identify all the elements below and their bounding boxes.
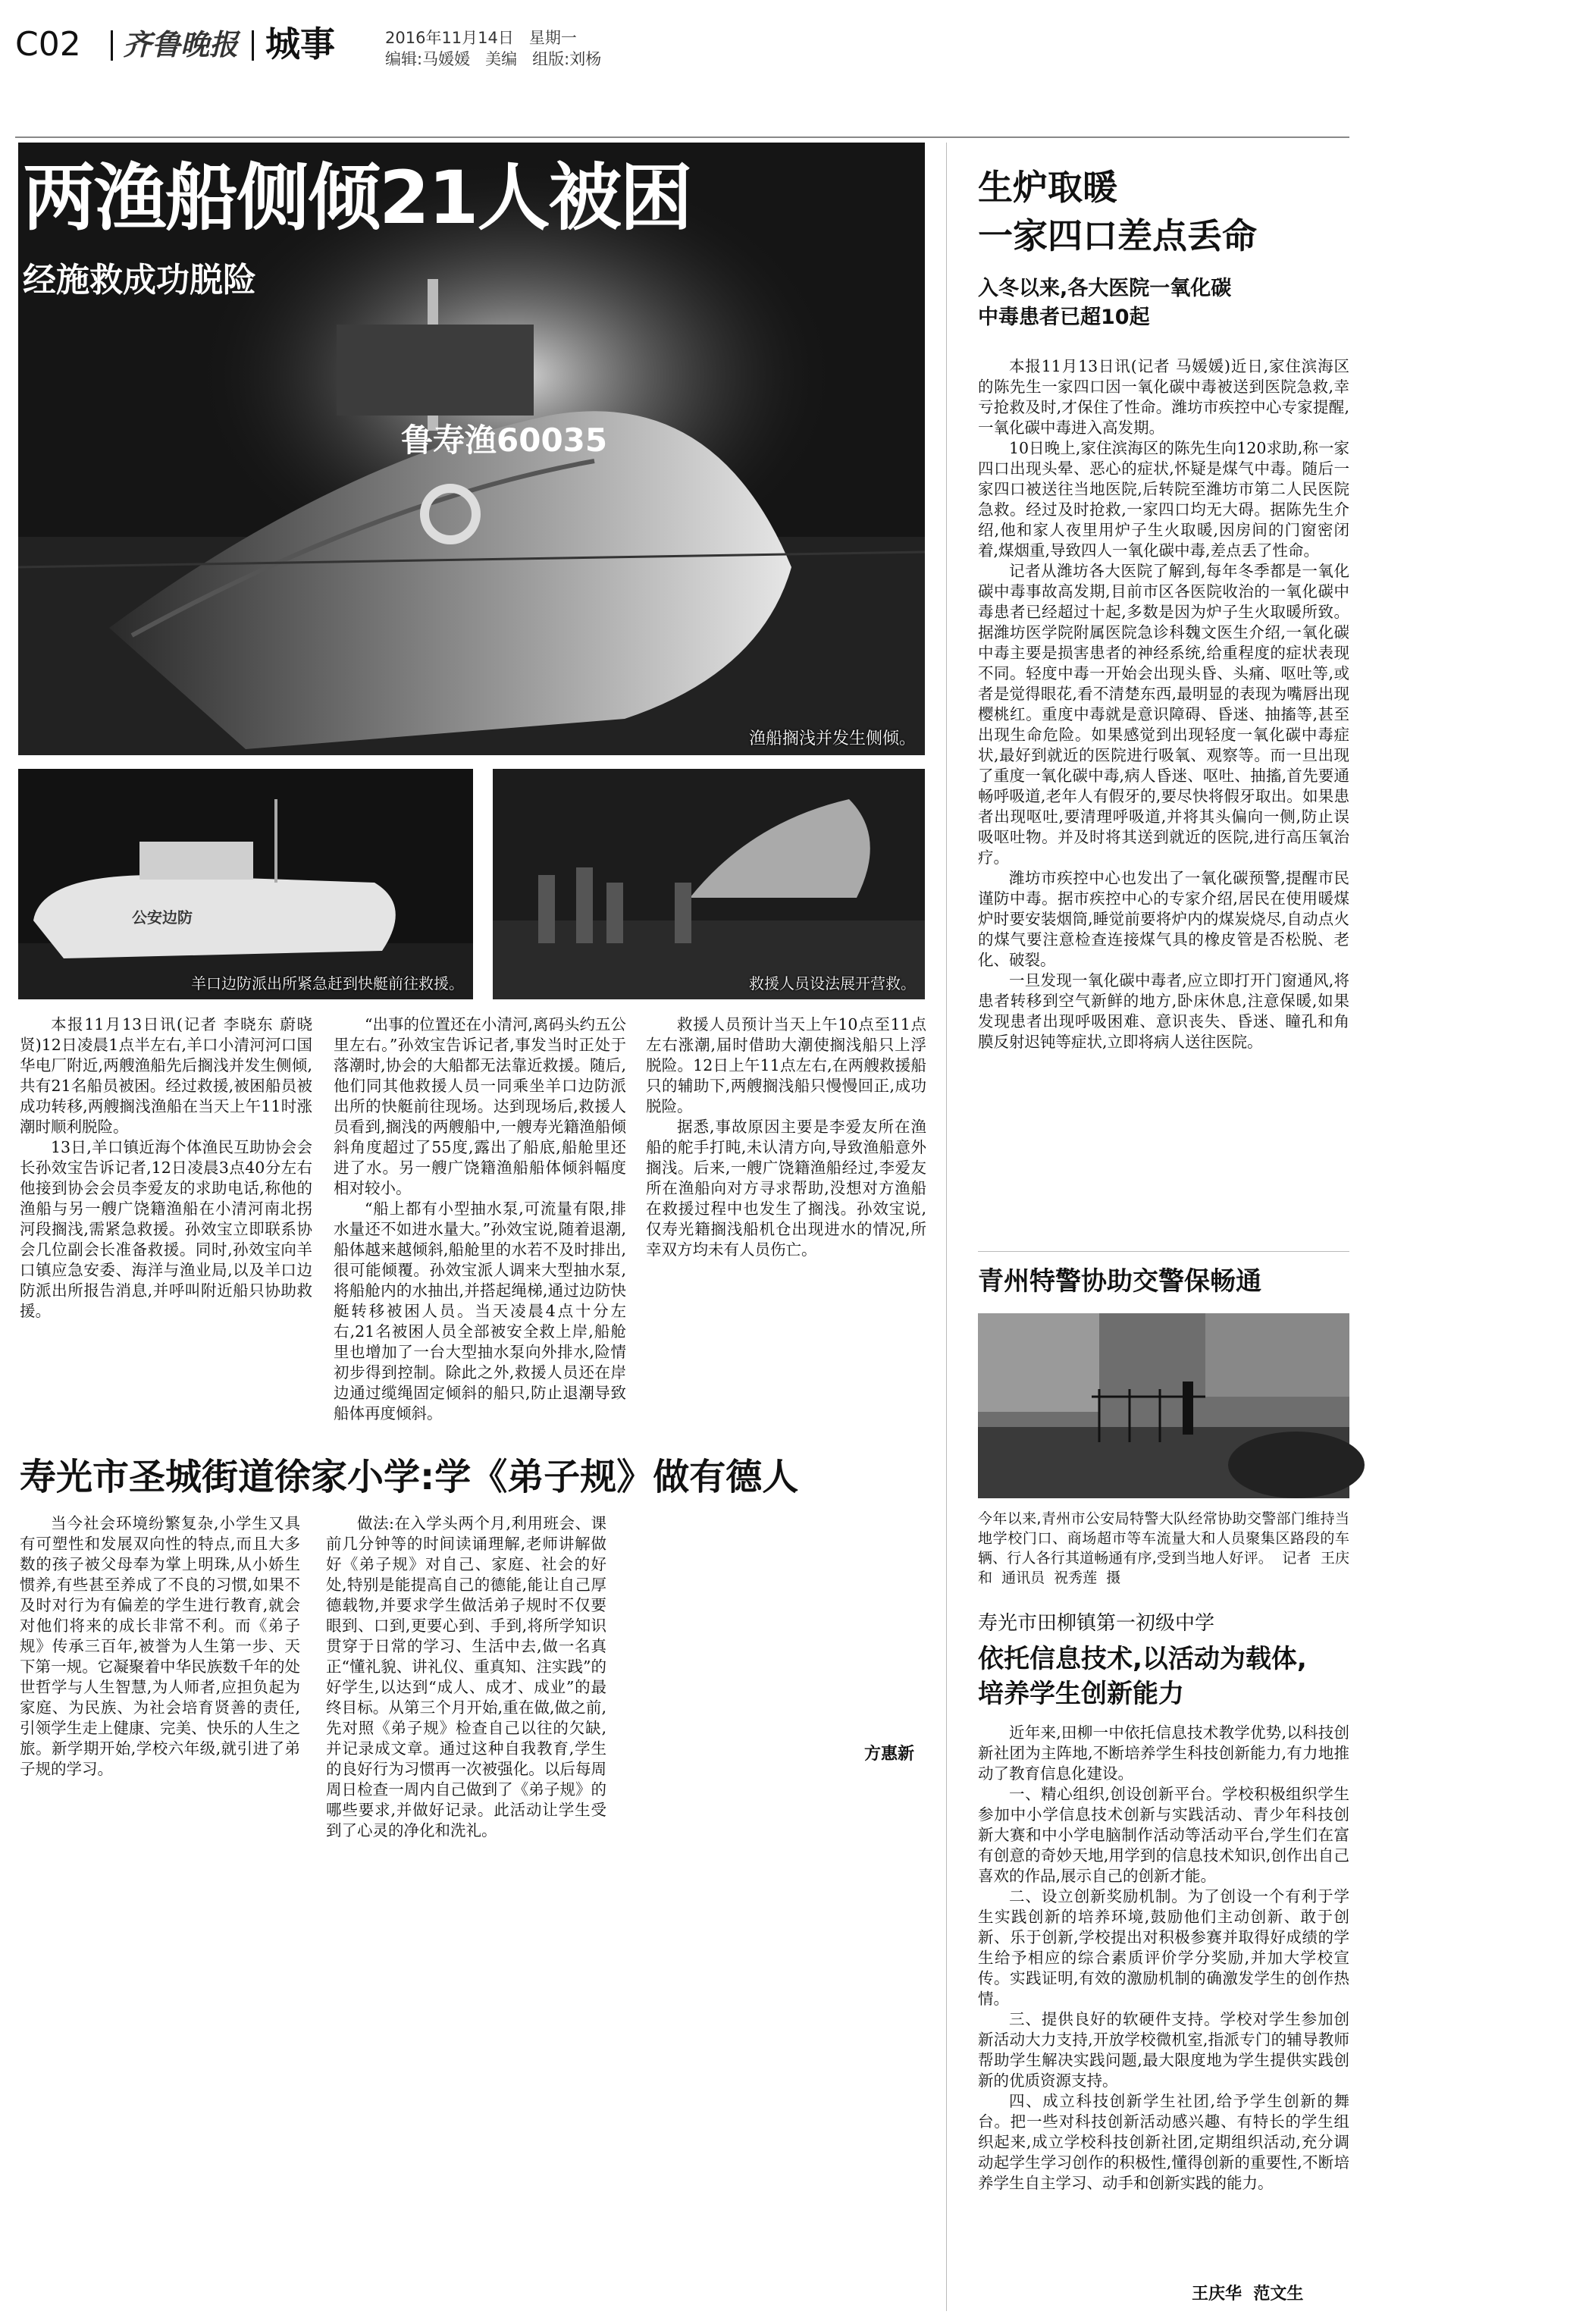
date-line: 2016年11月14日 星期一 (385, 29, 577, 47)
police-photo (978, 1313, 1349, 1498)
masthead-divider (111, 30, 113, 61)
editor-line: 编辑:马媛媛 美编 组版:刘杨 (385, 50, 602, 68)
paper-logo: 齐鲁晚报 (123, 27, 239, 61)
tech-paragraph: 二、设立创新奖励机制。为了创设一个有利于学生实践创新的培养环境,鼓励他们主动创新、敢于创新、乐于创新,学校提出对积极参赛并取得好成绩的学生给予相应的综合素质评价学分奖励,并加大学校宣传。实践证明,有效的激励机制的确激发学生的创作热情。 (978, 1887, 1349, 2008)
heater-paragraph: 记者从潍坊各大医院了解到,每年冬季都是一氧化碳中毒事故高发期,目前市区各医院收治的一氧化碳中毒患者已经超过十起,多数是因为炉子生火取暖所致。据潍坊医学院附属医院急诊科魏文医生介绍,一氧化碳中毒主要是损害患者的神经系统,给重程度的症状表现不同。轻度中毒一开始会出现头昏、头痛、呕吐等,或者是觉得眼花,看不清楚东西,最明显的表现为嘴唇出现樱桃红。重度中毒就是意识障碍、昏迷、抽搐等,甚至出现生命危险。如果感觉到出现轻度一氧化碳中毒症状,最好到就近的医院进行吸氧、观察等。而一旦出现了重度一氧化碳中毒,病人昏迷、呕吐、抽搐,首先要通畅呼吸道,老年人有假牙的,要尽快将假牙取出。如果患者出现呕吐,要清理呼吸道,并将其头偏向一侧,防止误吸呕吐物。并及时将其送到就近的医院,进行高压氧治疗。 (978, 562, 1349, 867)
lead-body-col-1 (20, 1015, 312, 1322)
lead-body-col-3 (646, 1015, 926, 1260)
school-body-col-1 (20, 1513, 300, 1780)
page-code: C02 (15, 25, 81, 64)
traffic-scene-image (978, 1313, 1349, 1498)
column-divider (946, 143, 947, 2311)
hero-photo-caption: 渔船搁浅并发生侧倾。 (748, 729, 916, 748)
school-author: 方惠新 (864, 1744, 915, 1764)
lead-paragraph: 本报11月13日讯(记者 李晓东 蔚晓贤)12日凌晨1点半左右,羊口小清河河口国华电厂附近,两艘渔船先后搁浅并发生侧倾,共有21名船员被困。经过救援,被困船员被成功转移,两艘搁浅渔船在当天上午11时涨潮时顺利脱险。 (20, 1015, 312, 1136)
masthead-divider-2 (252, 30, 254, 61)
masthead (15, 23, 1349, 76)
tech-paragraph: 四、成立科技创新学生社团,给予学生创新的舞台。把一些对科技创新活动感兴趣、有特长的学生组织起来,成立学校科技创新社团,定期组织活动,充分调动起学生学习创作的积极性,懂得创新的重要性,不断培养学生自主学习、动手和创新实践的能力。 (978, 2092, 1349, 2192)
police-rule (978, 1251, 1349, 1252)
tech-author: 王庆华 范文生 (1192, 2284, 1304, 2304)
heater-headline-1: 生炉取暖 (978, 167, 1117, 208)
heater-headline-2: 一家四口差点丢命 (978, 215, 1257, 256)
photo-left (18, 769, 473, 999)
masthead-rule (15, 136, 1349, 138)
photo-left-caption: 羊口边防派出所紧急赶到快艇前往救援。 (191, 974, 464, 993)
heater-paragraph: 一旦发现一氧化碳中毒者,应立即打开门窗通风,将患者转移到空气新鲜的地方,卧床休息,注意保暖,如果发现患者出现呼吸困难、意识丧失、昏迷、瞳孔和角膜反射迟钝等症状,立即将病人送往医院。 (978, 971, 1349, 1051)
heater-subheadline-2: 中毒患者已超10起 (978, 306, 1150, 329)
photo-right (493, 769, 925, 999)
school-paragraph: 做法:在入学头两个月,利用班会、课前几分钟等的时间读诵理解,老师讲解做好《弟子规》对自己、家庭、社会的好处,特别是能提高自己的德能,能让自己厚德载物,并要求学生做活弟子规时不仅要眼到、口到,更要心到、手到,将所学知识贯穿于日常的学习、生活中去,做一名真正“懂礼貌、讲礼仪、重真知、注实践”的好学生,以达到“成人、成才、成业”的最终目标。从第三个月开始,重在做,做之前,先对照《弟子规》检查自己以往的欠缺,并记录成文章。通过这种自我教育,学生的良好行为习惯再一次被强化。以后每周周日检查一周内自己做到了《弟子规》的哪些要求,并做好记录。此活动让学生受到了心灵的净化和洗礼。 (326, 1514, 606, 1839)
tech-kicker: 寿光市田柳镇第一初级中学 (978, 1612, 1215, 1635)
heater-paragraph: 潍坊市疾控中心也发出了一氧化碳预警,提醒市民谨防中毒。据市疾控中心的专家介绍,居民在使用暖煤炉时要安装烟筒,睡觉前要将炉内的煤炭烧尽,自动点火的煤气要注意检查连接煤气具的橡皮管是否松脱、老化、破裂。 (978, 869, 1349, 969)
lead-body-col-2 (334, 1015, 626, 1424)
tech-paragraph: 一、精心组织,创设创新平台。学校积极组织学生参加中小学信息技术创新与实践活动、青少年科技创新大赛和中小学电脑制作活动等活动平台,学生们在富有创意的奇妙天地,用学到的信息技术知识,创作出自己喜欢的作品,展示自己的创新才能。 (978, 1785, 1349, 1885)
tech-headline-1: 依托信息技术,以活动为载体, (978, 1644, 1307, 1674)
lead-headline: 两渔船侧倾21人被困 (23, 155, 691, 240)
photo-right-caption: 救援人员设法展开营救。 (749, 974, 916, 993)
section-name: 城事 (265, 24, 335, 64)
lead-paragraph: 救援人员预计当天上午10点至11点左右涨潮,届时借助大潮使搁浅船只上浮脱险。12日上午11点左右,在两艘救援船只的辅助下,两艘搁浅船只慢慢回正,成功脱险。 (646, 1015, 926, 1115)
tech-paragraph: 三、提供良好的软硬件支持。学校对学生参加创新活动大力支持,开放学校微机室,指派专门的辅导教师帮助学生解决实践问题,最大限度地为学生提供实践创新的优质资源支持。 (978, 2010, 1349, 2090)
heater-subheadline-1: 入冬以来,各大医院一氧化碳 (978, 277, 1232, 300)
heater-paragraph: 10日晚上,家住滨海区的陈先生向120求助,称一家四口出现头晕、恶心的症状,怀疑是煤气中毒。随后一家四口被送往当地医院,后转院至潍坊市第二人民医院急救。经过及时抢救,一家四口均无大碍。据陈先生介绍,他和家人夜里用炉子生火取暖,因房间的门窗密闭着,煤烟重,导致四人一氧化碳中毒,差点丢了性命。 (978, 439, 1349, 560)
lead-paragraph: 据悉,事故原因主要是李爱友所在渔船的舵手打盹,未认清方向,导致渔船意外搁浅。后来,一艘广饶籍渔船经过,李爱友所在渔船向对方寻求帮助,没想对方渔船在救援过程中也发生了搁浅。孙效宝说,仅寿光籍搁浅船机仓出现进水的情况,所幸双方均未有人员伤亡。 (646, 1118, 926, 1259)
lead-paragraph: “出事的位置还在小清河,离码头约五公里左右。”孙效宝告诉记者,事发当时正处于落潮时,协会的大船都无法靠近救援。随后,他们同其他救援人员一同乘坐羊口边防派出所的快艇前往现场。达到现场后,救援人员看到,搁浅的两艘船中,一艘寿光籍渔船倾斜角度超过了55度,露出了船底,船舱里还进了水。另一艘广饶籍渔船船体倾斜幅度相对较小。 (334, 1015, 626, 1197)
heater-body (978, 356, 1349, 1052)
lead-subheadline: 经施救成功脱险 (23, 261, 256, 300)
tech-paragraph: 近年来,田柳一中依托信息技术教学优势,以科技创新社团为主阵地,不断培养学生科技创新能力,有力地推动了教育信息化建设。 (978, 1723, 1349, 1783)
school-paragraph: 当今社会环境纷繁复杂,小学生又具有可塑性和发展双向性的特点,而且大多数的孩子被父母奉为掌上明珠,从小娇生惯养,有些甚至养成了不良的习惯,如果不及时对行为有偏差的学生进行教育,就会对他们将来的成长非常不利。而《弟子规》传承三百年,被誉为人生第一步、天下第一规。它凝聚着中华民族数千年的处世哲学与人生智慧,为人师者,应担负起为家庭、为民族、为社会培育贤善的责任,引领学生走上健康、完美、快乐的人生之旅。新学期开始,学校六年级,就引进了弟子规的学习。 (20, 1514, 300, 1778)
school-headline: 寿光市圣城街道徐家小学:学《弟子规》做有德人 (20, 1456, 799, 1498)
lead-paragraph: 13日,羊口镇近海个体渔民互助协会会长孙效宝告诉记者,12日凌晨3点40分左右他接到协会会员李爱友的求助电话,称他的渔船与另一艘广饶籍渔船在小清河南北拐河段搁浅,需紧急救援。孙效宝立即联系协会几位副会长准备救援。同时,孙效宝向羊口镇应急安委、海洋与渔业局,以及羊口边防派出所报告消息,并呼叫附近船只协助救援。 (20, 1138, 312, 1320)
lead-paragraph: “船上都有小型抽水泵,可流量有限,排水量还不如进水量大。”孙效宝说,随着退潮,船体越来越倾斜,船舱里的水若不及时排出,很可能倾覆。孙效宝派人调来大型抽水泵,将船舱内的水抽出,并搭起绳梯,通过边防快艇转移被困人员。当天凌晨4点十分左右,21名被困人员全部被安全救上岸,船舱里也增加了一台大型抽水泵向外排水,险情初步得到控制。除此之外,救援人员还在岸边通过缆绳固定倾斜的船只,防止退潮导致船体再度倾斜。 (334, 1200, 626, 1422)
school-body-col-2 (326, 1513, 606, 1839)
hero-photo (18, 143, 925, 755)
boat-number: 鲁寿渔60035 (401, 422, 608, 459)
tech-body (978, 1723, 1349, 2194)
police-headline: 青州特警协助交警保畅通 (978, 1266, 1261, 1297)
tech-headline-2: 培养学生创新能力 (978, 1679, 1184, 1709)
police-caption: 今年以来,青州市公安局特警大队经常协助交警部门维持当地学校门口、商场超市等车流量大和人员聚集区路段的车辆、行人各行其道畅通有序,受到当地人好评。 记者 王庆和 通讯员 祝秀莲 摄 (978, 1510, 1349, 1586)
patrol-boat-text: 公安边防 (132, 908, 193, 927)
heater-paragraph: 本报11月13日讯(记者 马媛媛)近日,家住滨海区的陈先生一家四口因一氧化碳中毒被送到医院急救,幸亏抢救及时,才保住了性命。潍坊市疾控中心专家提醒,一氧化碳中毒进入高发期。 (978, 357, 1349, 437)
